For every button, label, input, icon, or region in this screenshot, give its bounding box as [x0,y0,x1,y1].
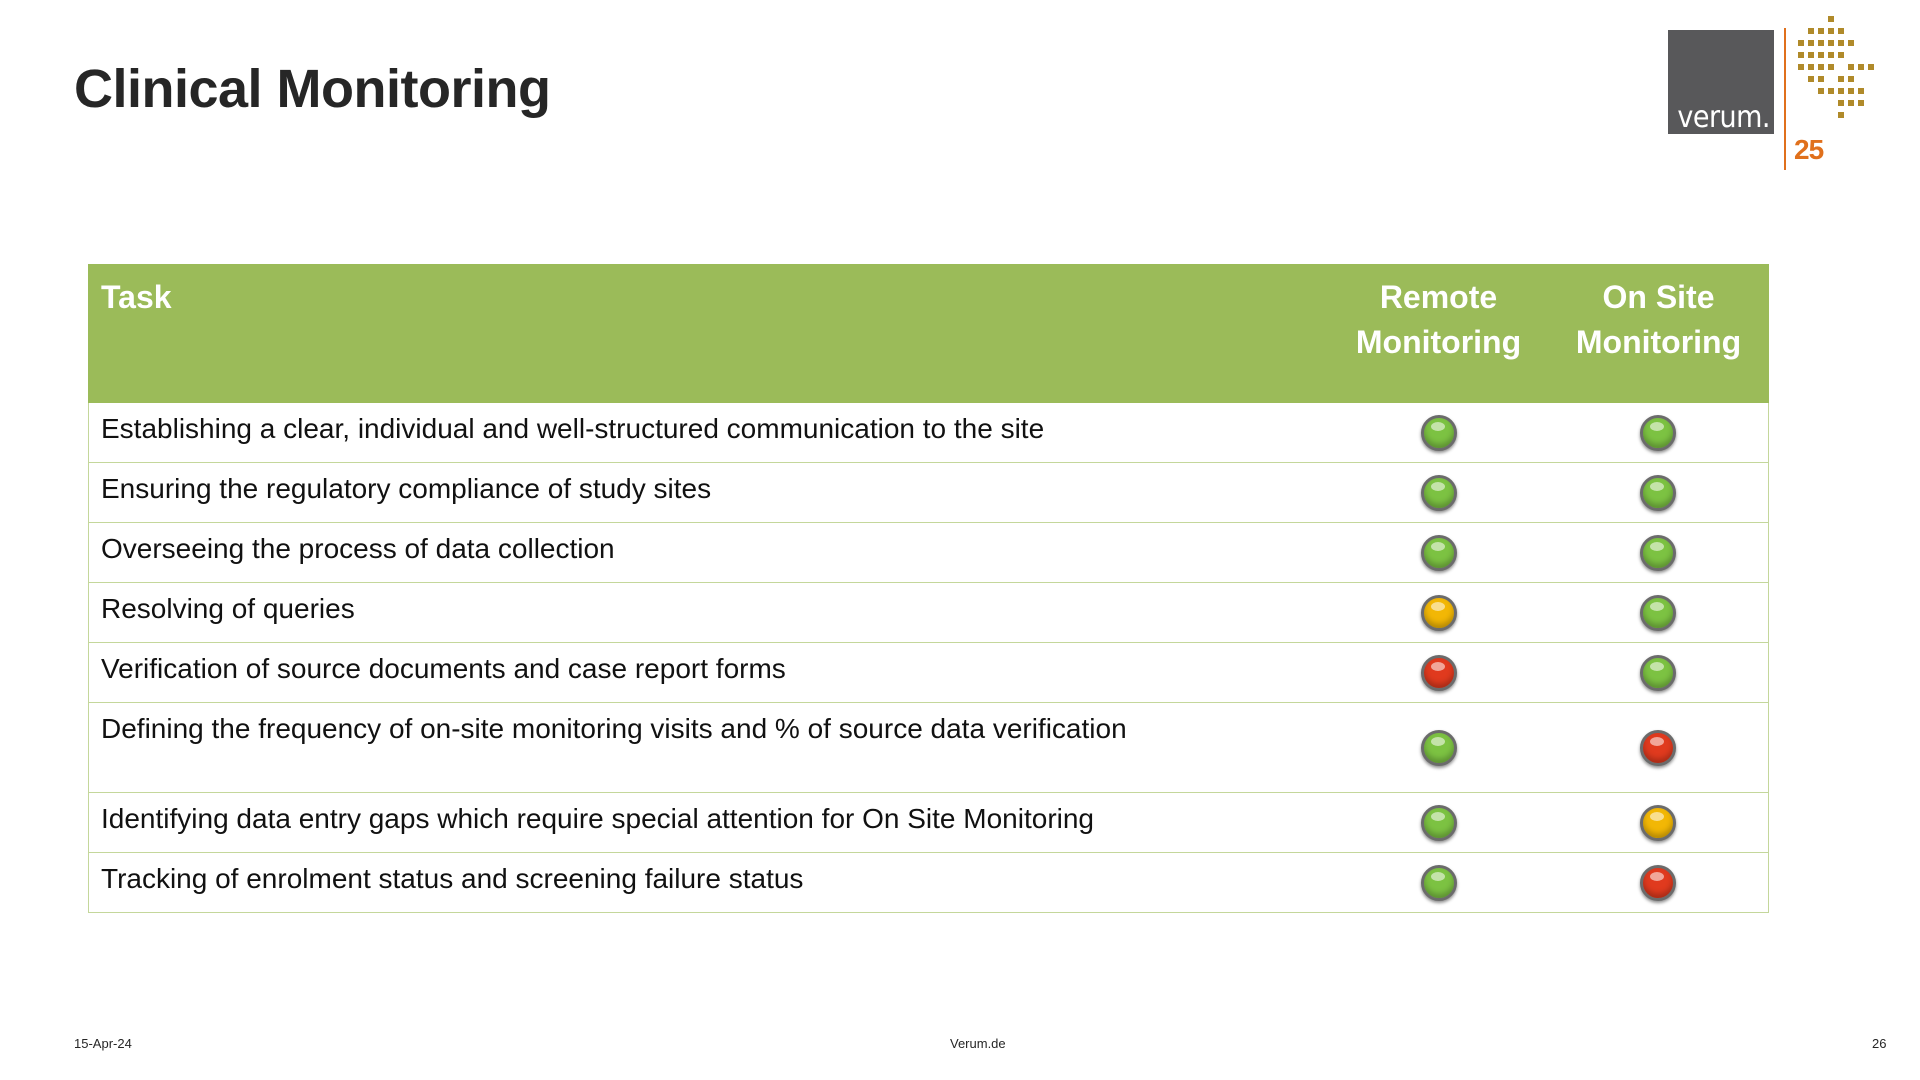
task-cell: Establishing a clear, individual and well-structured communication to the site [89,403,1329,463]
logo-dot [1848,40,1854,46]
onsite-status-cell [1549,463,1769,523]
logo-dot [1838,52,1844,58]
company-logo [1664,14,1904,164]
logo-dot [1808,28,1814,34]
logo-dot [1818,28,1824,34]
onsite-status-cell [1549,403,1769,463]
status-light-icon [1640,730,1676,766]
table-row [89,583,1769,643]
status-light-icon [1640,595,1676,631]
logo-dot [1838,28,1844,34]
logo-dot [1828,40,1834,46]
logo-dot [1808,64,1814,70]
footer-site: Verum.de [950,1036,1006,1051]
remote-status-cell [1329,523,1549,583]
header-onsite-monitoring: On Site Monitoring [1549,265,1769,403]
status-light-icon [1421,475,1457,511]
logo-dot [1858,88,1864,94]
status-light-icon [1421,535,1457,571]
logo-dot [1818,40,1824,46]
task-cell: Defining the frequency of on-site monitoring visits and % of source data verification [89,703,1329,793]
onsite-status-cell [1549,583,1769,643]
logo-anniversary-number: 25 [1794,134,1824,165]
logo-brand: verum. [1677,100,1770,135]
status-light-icon [1421,730,1457,766]
status-light-icon [1421,805,1457,841]
task-cell: Verification of source documents and case report forms [89,643,1329,703]
logo-dot [1798,64,1804,70]
table-row [89,853,1769,913]
logo-dot [1828,88,1834,94]
task-cell: Resolving of queries [89,583,1329,643]
logo-dot [1838,40,1844,46]
status-light-icon [1640,805,1676,841]
logo-dot [1818,76,1824,82]
logo-dot [1808,52,1814,58]
status-light-icon [1640,475,1676,511]
logo-dot [1838,88,1844,94]
logo-dots-icon [1792,14,1902,134]
header-task: Task [89,265,1329,403]
table-row [89,703,1769,793]
table-row [89,523,1769,583]
logo-dot [1818,52,1824,58]
status-light-icon [1421,595,1457,631]
task-cell: Identifying data entry gaps which require special attention for On Site Monitoring [89,793,1329,853]
status-light-icon [1640,655,1676,691]
footer-date: 15-Apr-24 [74,1036,132,1051]
logo-dot [1858,64,1864,70]
monitoring-table [88,264,1769,913]
table-header-row [89,265,1769,403]
logo-dot [1848,76,1854,82]
logo-dot [1818,64,1824,70]
remote-status-cell [1329,403,1549,463]
remote-status-cell [1329,853,1549,913]
header-remote-monitoring: Remote Monitoring [1329,265,1549,403]
logo-dot [1838,112,1844,118]
task-cell: Ensuring the regulatory compliance of study sites [89,463,1329,523]
onsite-status-cell [1549,703,1769,793]
status-light-icon [1640,865,1676,901]
logo-dot [1798,52,1804,58]
logo-dot [1798,40,1804,46]
logo-dot [1808,76,1814,82]
remote-status-cell [1329,463,1549,523]
onsite-status-cell [1549,523,1769,583]
status-light-icon [1421,865,1457,901]
status-light-icon [1640,535,1676,571]
table-row [89,793,1769,853]
remote-status-cell [1329,703,1549,793]
remote-status-cell [1329,583,1549,643]
onsite-status-cell [1549,793,1769,853]
status-light-icon [1421,415,1457,451]
status-light-icon [1640,415,1676,451]
onsite-status-cell [1549,643,1769,703]
logo-dot [1848,100,1854,106]
table-row [89,403,1769,463]
logo-dot [1848,64,1854,70]
logo-dot [1848,88,1854,94]
logo-dot [1818,88,1824,94]
logo-divider [1784,28,1786,170]
logo-dot [1828,28,1834,34]
logo-dot [1858,100,1864,106]
page-title: Clinical Monitoring [74,59,551,119]
task-cell: Tracking of enrolment status and screening failure status [89,853,1329,913]
logo-dot [1828,52,1834,58]
table-row [89,463,1769,523]
logo-dot [1868,64,1874,70]
task-cell: Overseeing the process of data collection [89,523,1329,583]
logo-dot [1838,100,1844,106]
logo-dot [1808,40,1814,46]
logo-dot [1828,16,1834,22]
remote-status-cell [1329,643,1549,703]
logo-dot [1838,76,1844,82]
footer-page-number: 26 [1872,1036,1887,1051]
logo-dot [1828,64,1834,70]
onsite-status-cell [1549,853,1769,913]
table-row [89,643,1769,703]
remote-status-cell [1329,793,1549,853]
status-light-icon [1421,655,1457,691]
